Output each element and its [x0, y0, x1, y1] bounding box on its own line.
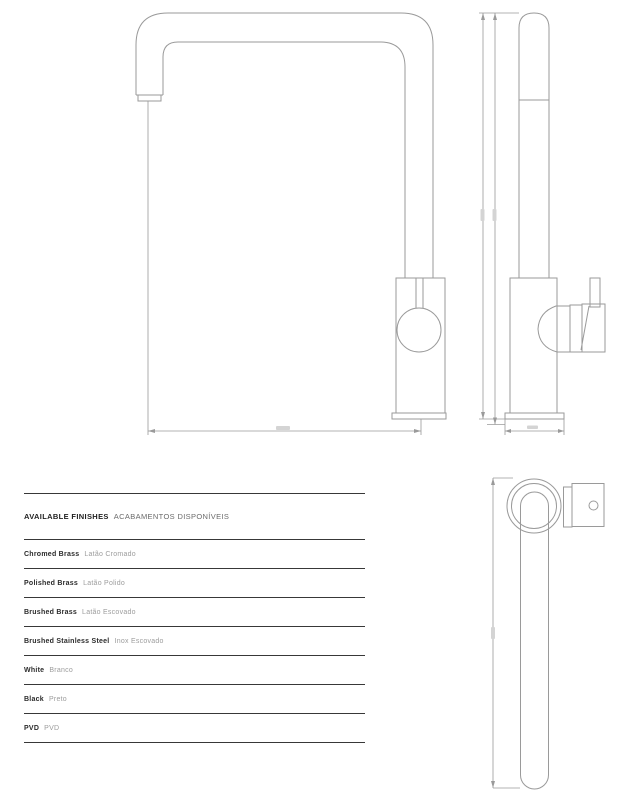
dimension-value-illegible	[493, 209, 497, 221]
finish-name-pt: Latão Escovado	[82, 608, 136, 616]
finish-name-en: Brushed Stainless Steel	[24, 637, 110, 645]
finish-name-en: White	[24, 666, 45, 674]
body-circles-top	[507, 479, 561, 533]
finishes-table-header	[24, 493, 365, 539]
spout-column-outline	[519, 13, 549, 278]
lever-neck	[570, 305, 582, 352]
lever-screw-hole	[589, 501, 598, 510]
height-dimensions	[479, 13, 519, 425]
finish-row-chromed-brass	[24, 539, 365, 568]
base-flange-side	[505, 413, 564, 419]
finish-name-pt: Branco	[49, 666, 73, 674]
faucet-front-view-drawing	[120, 0, 470, 445]
dimension-value-illegible	[527, 426, 538, 430]
mixer-body-side	[505, 278, 564, 419]
dimension-value-illegible	[481, 209, 485, 221]
finish-row-black	[24, 684, 365, 713]
spout-arch-outline	[136, 13, 433, 278]
finish-row-brushed-brass	[24, 597, 365, 626]
finish-name-pt: Preto	[48, 695, 67, 703]
lever-handle-side	[538, 278, 605, 352]
lever-stem	[590, 278, 600, 307]
finish-row-white	[24, 655, 365, 684]
finishes-table	[24, 493, 365, 743]
finish-name-en: Black	[24, 695, 44, 703]
finish-name-pt: PVD	[44, 724, 60, 732]
length-dimension-top	[491, 478, 520, 788]
finish-name-en: Brushed Brass	[24, 608, 78, 616]
faucet-top-view-drawing	[460, 455, 623, 800]
lever-handle-top	[564, 484, 605, 528]
front-width-dimension	[148, 101, 421, 435]
dimension-value-illegible	[276, 426, 290, 430]
finish-name-en: Polished Brass	[24, 579, 79, 587]
cartridge-cam	[538, 306, 570, 352]
valve-knob-circle	[397, 308, 441, 352]
finish-row-brushed-stainless-steel	[24, 626, 365, 655]
finish-name-pt: Latão Polido	[83, 579, 125, 587]
finish-name-en: Chromed Brass	[24, 550, 80, 558]
finishes-title-pt: ACABAMENTOS DISPONÍVEIS	[113, 512, 230, 521]
base-width-dimension	[505, 419, 564, 435]
finish-name-pt: Latão Cromado	[84, 550, 136, 558]
base-flange-front	[392, 413, 446, 419]
finish-row-polished-brass	[24, 568, 365, 597]
faucet-side-view-drawing	[465, 0, 623, 445]
finish-name-en: PVD	[24, 724, 40, 732]
finish-name-pt: Inox Escovado	[114, 637, 164, 645]
mixer-body-front	[392, 278, 446, 419]
finish-row-pvd	[24, 713, 365, 742]
spout-capsule-top	[521, 492, 549, 789]
dimension-value-illegible	[491, 627, 495, 639]
finishes-title-en: AVAILABLE FINISHES	[24, 512, 109, 521]
spout-tip	[136, 95, 163, 101]
